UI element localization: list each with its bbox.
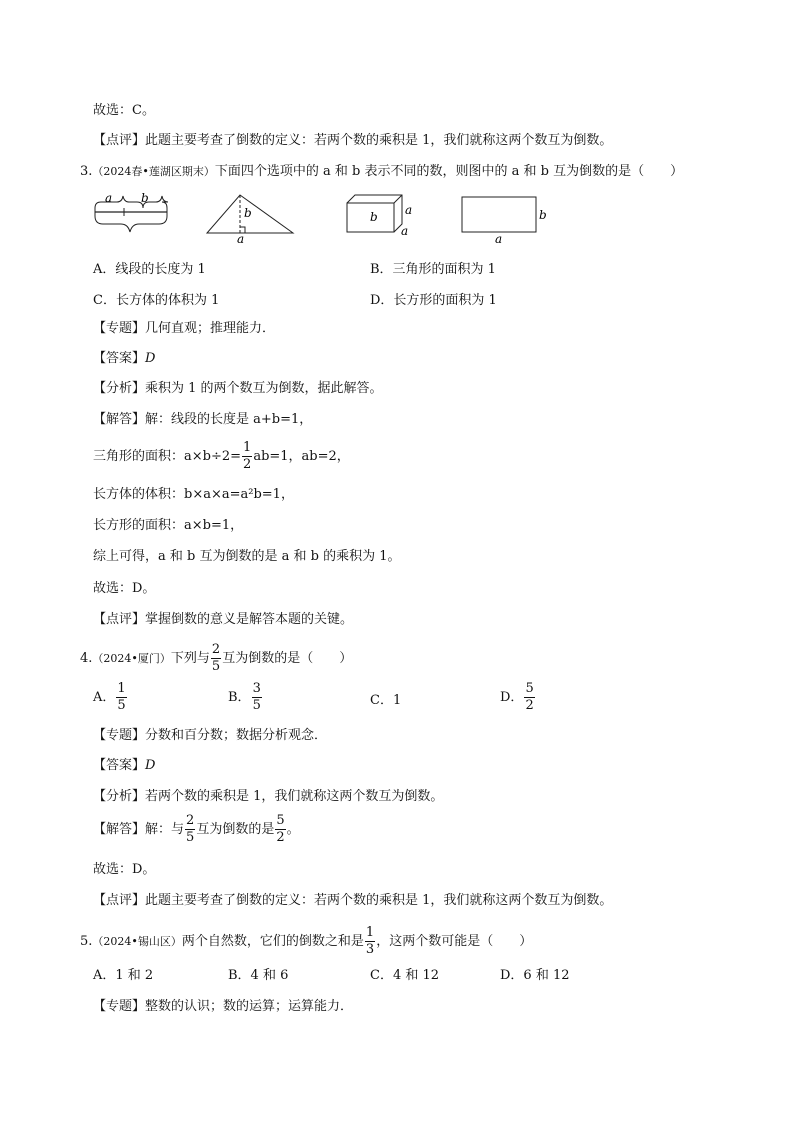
- fraction: [524, 681, 534, 714]
- analysis-line: [93, 380, 383, 398]
- choose-line: 故选：D。: [93, 581, 156, 596]
- solution-line-5: 综上可得，a 和 b 互为倒数的是 a 和 b 的乘积为 1。: [93, 549, 401, 564]
- fraction: [116, 681, 126, 714]
- comment-tag: 【点评】: [93, 612, 146, 627]
- fraction-numerator: 1: [365, 925, 375, 940]
- analysis-text: 乘积为 1 的两个数互为倒数，据此解答。: [145, 381, 383, 396]
- answer-line: 故选：C。: [93, 103, 155, 118]
- comment-line: [93, 611, 353, 629]
- option-a: [93, 681, 128, 714]
- question-number: 3.: [80, 164, 93, 179]
- choose-line: 故选：D。: [93, 862, 156, 877]
- solution-line-2: [93, 440, 350, 473]
- solution-line: [93, 813, 300, 846]
- fraction: [365, 925, 375, 958]
- topic-line: [93, 998, 353, 1016]
- cuboid-label-a-bottom: a: [401, 224, 409, 238]
- topic-text: 几何直观；推理能力．: [145, 321, 276, 336]
- answer-key-line: [93, 350, 155, 368]
- fraction: [252, 681, 262, 714]
- question-text: 下列与: [170, 651, 210, 666]
- topic-tag: 【专题】: [93, 321, 146, 336]
- comment-tag: 【点评】: [93, 133, 146, 148]
- question-text: 两个自然数，它们的倒数之和是: [181, 934, 364, 949]
- fraction: [242, 440, 252, 473]
- answer-tag: 【答案】: [93, 758, 146, 773]
- solution-tag: 【解答】: [93, 822, 146, 837]
- question-number: 4.: [80, 651, 93, 666]
- option-b: B．4 和 6: [228, 968, 289, 983]
- option-a: A．线段的长度为 1: [93, 262, 206, 277]
- option-label: B．: [228, 690, 251, 705]
- fraction-denominator: 5: [186, 830, 195, 845]
- question-source: （2024春•莲湖区期末）: [92, 165, 215, 178]
- comment-text: 掌握倒数的意义是解答本题的关键。: [145, 612, 354, 627]
- option-d: D．6 和 12: [500, 968, 570, 983]
- solution-tag: 【解答】: [93, 412, 146, 427]
- fraction-denominator: 2: [525, 698, 534, 713]
- solution-line-3: 长方体的体积：b×a×a=a²b=1，: [93, 487, 294, 502]
- answer-value: D: [145, 351, 156, 366]
- comment-line: [93, 132, 612, 150]
- solution-text: 互为倒数的是: [196, 822, 275, 837]
- topic-tag: 【专题】: [93, 999, 146, 1014]
- answer-key-line: [93, 757, 155, 775]
- question-text: ，这两个数可能是（ ）: [376, 934, 533, 949]
- triangle-label-a: a: [237, 232, 245, 246]
- segment-label-a: a: [105, 191, 113, 205]
- fraction-numerator: 2: [211, 642, 221, 657]
- question-source: （2024•锡山区）: [92, 935, 182, 948]
- fraction-numerator: 1: [117, 681, 126, 696]
- answer-value: D: [145, 758, 156, 773]
- option-label: A．: [93, 690, 116, 705]
- option-label: C．: [370, 693, 393, 708]
- rectangle-figure: [462, 197, 536, 232]
- fraction-numerator: 1: [243, 440, 252, 455]
- cuboid-label-b: b: [370, 210, 378, 224]
- fraction-denominator: 2: [243, 457, 252, 472]
- fraction: [275, 813, 285, 846]
- answer-tag: 【答案】: [93, 351, 146, 366]
- fraction-denominator: 5: [117, 698, 126, 713]
- solution-line-1: [93, 411, 312, 429]
- topic-text: 分数和百分数；数据分析观念．: [145, 728, 328, 743]
- question-number: 5.: [80, 934, 93, 949]
- option-d: [500, 681, 536, 714]
- solution-text: 三角形的面积：a×b÷2=: [93, 449, 242, 464]
- fraction: [211, 642, 221, 675]
- solution-line-4: 长方形的面积：a×b=1，: [93, 518, 244, 533]
- solution-text: 。: [286, 822, 300, 837]
- topic-line: [93, 727, 327, 745]
- fraction-denominator: 5: [252, 698, 261, 713]
- comment-text: 此题主要考查了倒数的定义：若两个数的乘积是 1，我们就称这两个数互为倒数。: [145, 133, 613, 148]
- segment-label-b: b: [141, 191, 149, 205]
- fraction: [185, 813, 195, 846]
- question-text: 下面四个选项中的 a 和 b 表示不同的数，则图中的 a 和 b 互为倒数的是（ ）: [214, 164, 684, 179]
- question-text: 互为倒数的是（ ）: [222, 651, 353, 666]
- solution-text: 解：与: [145, 822, 185, 837]
- solution-text: ab=1，ab=2，: [253, 449, 350, 464]
- option-value: 1: [392, 693, 402, 708]
- fraction-denominator: 3: [365, 942, 375, 957]
- option-a: A．1 和 2: [93, 968, 154, 983]
- question-3-figures: [0, 190, 794, 250]
- option-label: D．: [500, 690, 524, 705]
- analysis-line: [93, 788, 443, 806]
- rectangle-label-a: a: [495, 232, 503, 246]
- question-4-stem: [80, 642, 352, 675]
- option-c: C．长方体的体积为 1: [93, 293, 220, 308]
- question-3-stem: [80, 163, 683, 181]
- comment-text: 此题主要考查了倒数的定义：若两个数的乘积是 1，我们就称这两个数互为倒数。: [145, 893, 613, 908]
- analysis-text: 若两个数的乘积是 1，我们就称这两个数互为倒数。: [145, 789, 444, 804]
- solution-text: 解：线段的长度是 a+b=1，: [145, 412, 313, 427]
- topic-text: 整数的认识；数的运算；运算能力．: [145, 999, 354, 1014]
- cuboid-label-a-right: a: [405, 203, 413, 217]
- comment-line: [93, 892, 612, 910]
- fraction-numerator: 5: [525, 681, 534, 696]
- fraction-numerator: 2: [186, 813, 195, 828]
- question-source: （2024•厦门）: [92, 652, 171, 665]
- option-c: [370, 689, 401, 708]
- topic-line: [93, 320, 275, 338]
- topic-tag: 【专题】: [93, 728, 146, 743]
- option-d: D．长方形的面积为 1: [370, 293, 497, 308]
- fraction-denominator: 2: [276, 830, 285, 845]
- fraction-numerator: 3: [252, 681, 261, 696]
- fraction-numerator: 5: [276, 813, 285, 828]
- analysis-tag: 【分析】: [93, 789, 146, 804]
- comment-tag: 【点评】: [93, 893, 146, 908]
- question-5-stem: [80, 925, 532, 958]
- fraction-denominator: 5: [211, 659, 221, 674]
- rectangle-label-b: b: [539, 208, 547, 222]
- triangle-label-b: b: [244, 206, 252, 220]
- option-b: B．三角形的面积为 1: [370, 262, 496, 277]
- option-c: C．4 和 12: [370, 968, 440, 983]
- analysis-tag: 【分析】: [93, 381, 146, 396]
- option-b: [228, 681, 263, 714]
